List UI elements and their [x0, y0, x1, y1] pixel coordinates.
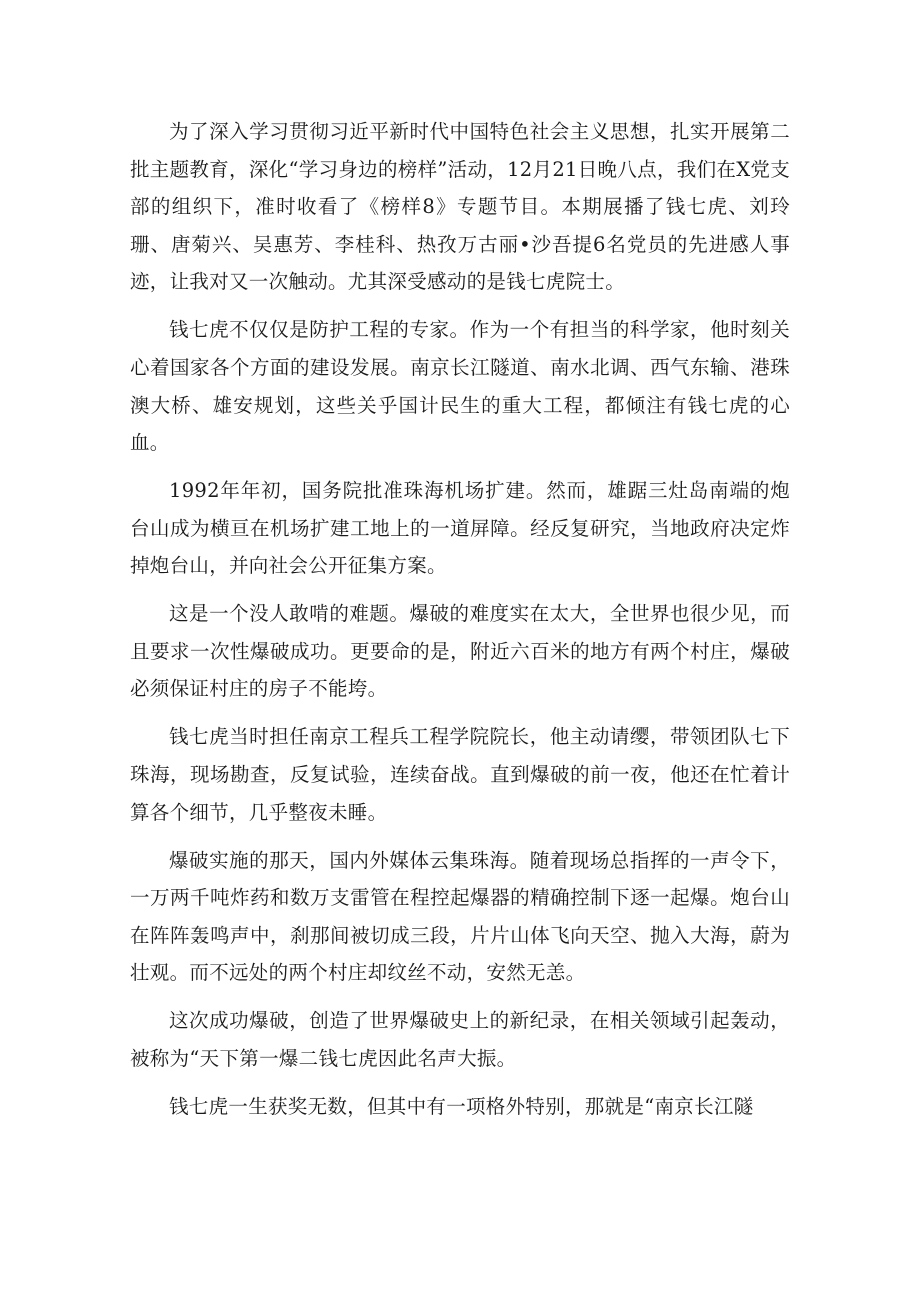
paragraph-1: 为了深入学习贯彻习近平新时代中国特色社会主义思想，扎实开展第二批主题教育，深化“学习身边的榜样”活动，12月21日晚八点，我们在X党支部的组织下，准时收看了《榜样8》专题节目。本期展播了钱七虎、刘玲珊、唐菊兴、吴惠芳、李桂科、热孜万古丽•沙吾提6名党员的先进感人事迹，让我对又一次触动。尤其深受感动的是钱七虎院士。: [130, 120, 790, 294]
paragraph-8: 钱七虎一生获奖无数，但其中有一项格外特别，那就是“南京长江隧: [169, 1094, 754, 1118]
document-body: [130, 113, 790, 1136]
paragraph-7: 这次成功爆破，创造了世界爆破史上的新纪录，在相关领域引起轰动，被称为“天下第一爆二钱七虎因此名声大振。: [130, 1009, 790, 1070]
paragraph-5: 钱七虎当时担任南京工程兵工程学院院长，他主动请缨，带领团队七下珠海，现场勘查，反复试验，连续奋战。直到爆破的前一夜，他还在忙着计算各个细节，几乎整夜未睡。: [130, 725, 790, 824]
paragraph-2: 钱七虎不仅仅是防护工程的专家。作为一个有担当的科学家，他时刻关心着国家各个方面的建设发展。南京长江隧道、南水北调、西气东输、港珠澳大桥、雄安规划，这些关乎国计民生的重大工程，都倾注有钱七虎的心血。: [130, 318, 790, 455]
paragraph-4: 这是一个没人敢啃的难题。爆破的难度实在太大，全世界也很少见，而且要求一次性爆破成功。更要命的是，附近六百米的地方有两个村庄，爆破必须保证村庄的房子不能垮。: [130, 602, 790, 701]
paragraph-6: 爆破实施的那天，国内外媒体云集珠海。随着现场总指挥的一声令下，一万两千吨炸药和数万支雷管在程控起爆器的精确控制下逐一起爆。炮台山在阵阵轰鸣声中，刹那间被切成三段，片片山体飞向天空、抛入大海，蔚为壮观。而不远处的两个村庄却纹丝不动，安然无恙。: [130, 848, 790, 985]
paragraph-3: 1992年年初，国务院批准珠海机场扩建。然而，雄踞三灶岛南端的炮台山成为横亘在机场扩建工地上的一道屏障。经反复研究，当地政府决定炸掉炮台山，并向社会公开征集方案。: [130, 479, 790, 578]
